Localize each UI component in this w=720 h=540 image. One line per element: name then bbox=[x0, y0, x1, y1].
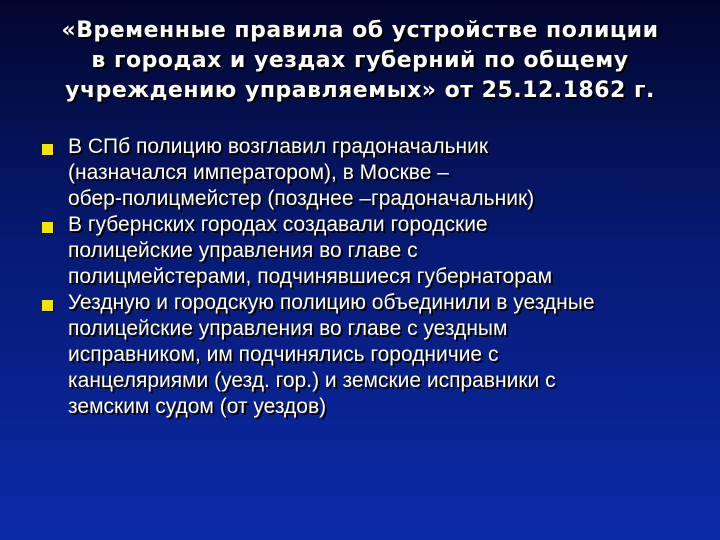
bullet-item-1 bbox=[42, 134, 692, 212]
slide-title: «Временные правила об устройстве полиции в городах и уездах губерний по общему учреждению управляемых» от 25.12.1862 г. bbox=[61, 18, 659, 103]
bullet-text: В губернских городах создавали городские полицейские управления во главе с полицмейстерами, подчинявшиеся губернаторам bbox=[68, 213, 553, 288]
square-bullet-icon bbox=[42, 144, 53, 155]
bullet-list bbox=[42, 134, 692, 420]
bullet-text: В СПб полицию возглавил градоначальник (назначался императором), в Москве – обер-полицмейстер (позднее –градоначальник) bbox=[68, 135, 535, 210]
square-bullet-icon bbox=[42, 222, 53, 233]
square-bullet-icon bbox=[42, 300, 53, 311]
bullet-text: Уездную и городскую полицию объединили в уездные полицейские управления во главе с уездным исправником, им подчинялись городничие с канцеляриями (уезд. гор.) и земские исправники с земским судом (от уездов) bbox=[68, 291, 595, 418]
bullet-item-3 bbox=[42, 290, 692, 420]
bullet-item-2 bbox=[42, 212, 692, 290]
